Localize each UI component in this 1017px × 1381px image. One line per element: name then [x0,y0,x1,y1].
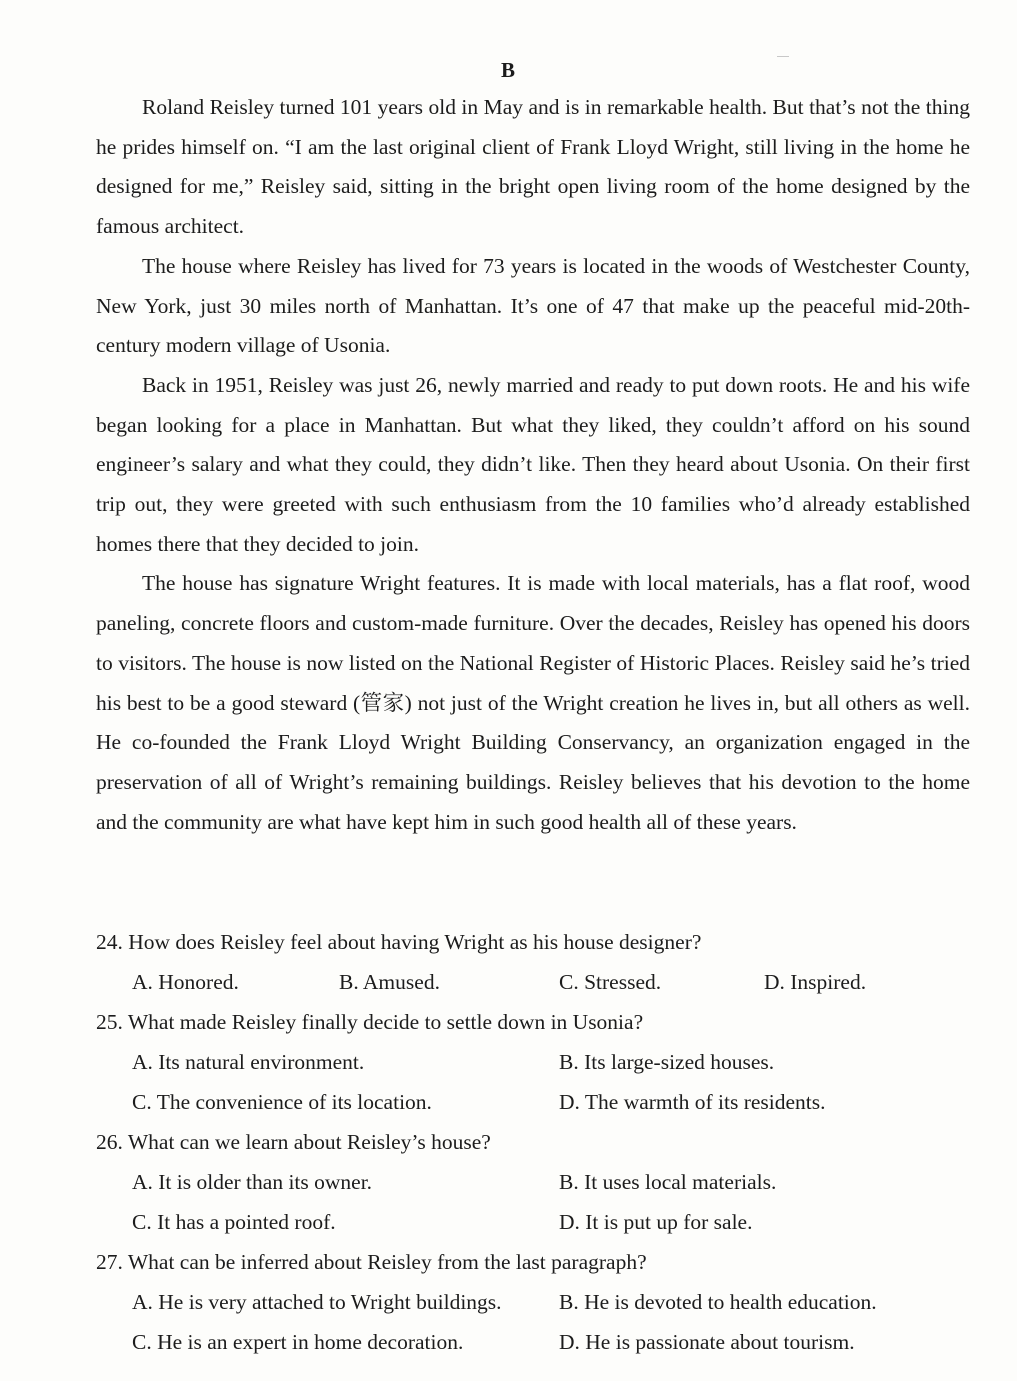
option-d: D. He is passionate about tourism. [559,1330,855,1354]
option-b: B. He is devoted to health education. [559,1290,877,1314]
passage-paragraph-4: The house has signature Wright features. It is made with local materials, has a flat roof, wood paneling, concrete floors and custom-made furniture. Over the decades, Reisley has opened his doors to visitors. The house is now listed on the National Register of Historic Places. Reisley said he’s tried his best to be a good steward (管家) not just of the Wright creation he lives in, but all others as well. He co-founded the Frank Lloyd Wright Building Conservancy, an organization engaged in the preservation of all of Wright’s remaining buildings. Reisley believes that his devotion to the home and the community are what have kept him in such good health all of these years. [96,571,970,834]
question-stem: 26. What can we learn about Reisley’s house? [96,1130,491,1154]
option-row [96,1042,976,1082]
question-26 [96,1122,976,1242]
option-b: B. It uses local materials. [559,1170,777,1194]
question-list [96,922,976,1362]
passage-paragraph-3: Back in 1951, Reisley was just 26, newly married and ready to put down roots. He and his wife began looking for a place in Manhattan. But what they liked, they couldn’t afford on his sound engineer’s salary and what they could, they didn’t like. Then they heard about Usonia. On their first trip out, they were greeted with such enthusiasm from the 10 families who’d already established homes there that they decided to join. [96,372,970,556]
option-d: D. It is put up for sale. [559,1210,753,1234]
option-a: A. It is older than its owner. [132,1170,373,1194]
option-row [96,962,976,1002]
section-heading: B [500,58,516,82]
option-row [96,1082,976,1122]
question-24 [96,922,976,1002]
option-d: D. The warmth of its residents. [559,1090,826,1114]
question-stem: 25. What made Reisley finally decide to settle down in Usonia? [96,1010,644,1034]
option-c: C. It has a pointed roof. [132,1210,336,1234]
option-a: A. Honored. [132,970,239,994]
option-c: C. The convenience of its location. [132,1090,432,1114]
option-a: A. He is very attached to Wright buildings. [132,1290,502,1314]
passage-paragraph-1: Roland Reisley turned 101 years old in May and is in remarkable health. But that’s not the thing he prides himself on. “I am the last original client of Frank Lloyd Wright, still living in the home he designed for me,” Reisley said, sitting in the bright open living room of the home designed by the famous architect. [96,95,970,239]
option-c: C. Stressed. [559,970,662,994]
question-stem: 27. What can be inferred about Reisley from the last paragraph? [96,1250,647,1274]
option-row [96,1202,976,1242]
reading-passage [96,88,970,842]
option-d: D. Inspired. [764,970,867,994]
option-row [96,1162,976,1202]
option-c: C. He is an expert in home decoration. [132,1330,464,1354]
question-27 [96,1242,976,1362]
option-a: A. Its natural environment. [132,1050,365,1074]
option-row [96,1322,976,1362]
question-stem: 24. How does Reisley feel about having Wright as his house designer? [96,930,702,954]
question-25 [96,1002,976,1122]
option-row [96,1282,976,1322]
scan-mark [777,56,789,57]
passage-paragraph-2: The house where Reisley has lived for 73 years is located in the woods of Westchester County, New York, just 30 miles north of Manhattan. It’s one of 47 that make up the peaceful mid-20th-century modern village of Usonia. [96,253,970,358]
option-b: B. Amused. [339,970,440,994]
option-b: B. Its large-sized houses. [559,1050,775,1074]
